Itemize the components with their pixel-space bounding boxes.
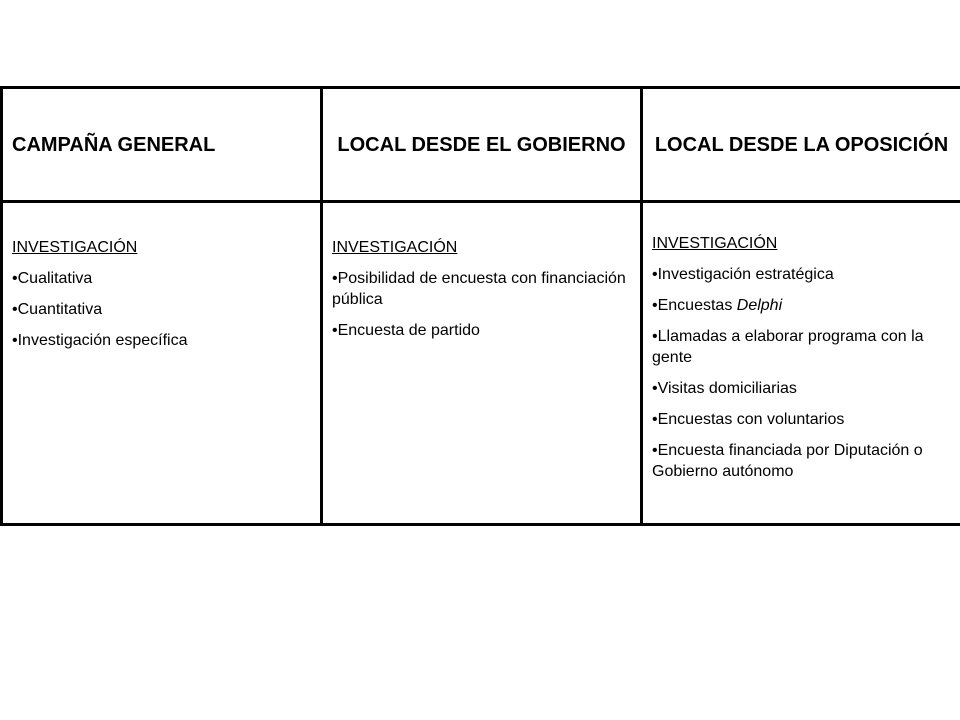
header-local-oposicion: LOCAL DESDE LA OPOSICIÓN <box>642 88 960 202</box>
cell-heading: INVESTIGACIÓN <box>652 235 778 252</box>
cell-local-oposicion <box>642 202 960 525</box>
list-item: • Cuantitativa <box>12 299 314 320</box>
list-item <box>652 295 954 316</box>
bullet-list <box>12 268 314 351</box>
list-item: • Investigación estratégica <box>652 264 954 285</box>
cell-local-gobierno <box>322 202 642 525</box>
cell-campana-general <box>2 202 322 525</box>
list-item-italic-text: Delphi <box>736 297 783 314</box>
comparison-table <box>0 86 960 526</box>
content-row <box>2 202 960 525</box>
header-local-gobierno: LOCAL DESDE EL GOBIERNO <box>322 88 642 202</box>
list-item: • Investigación específica <box>12 330 314 351</box>
list-item: • Visitas domiciliarias <box>652 378 954 399</box>
list-item: • Encuesta financiada por Diputación o Gobierno autónomo <box>652 440 954 482</box>
header-campana-general: CAMPAÑA GENERAL <box>2 88 322 202</box>
cell-heading: INVESTIGACIÓN <box>12 239 138 256</box>
bullet-list <box>332 268 634 341</box>
bullet-list <box>652 264 954 482</box>
list-item: • Encuesta de partido <box>332 320 634 341</box>
list-item: • Cualitativa <box>12 268 314 289</box>
list-item: • Encuestas con voluntarios <box>652 409 954 430</box>
list-item: • Llamadas a elaborar programa con la gente <box>652 326 954 368</box>
list-item: • Posibilidad de encuesta con financiación pública <box>332 268 634 310</box>
list-item-text: Encuestas <box>657 297 737 314</box>
cell-heading: INVESTIGACIÓN <box>332 239 458 256</box>
header-row <box>2 88 960 202</box>
